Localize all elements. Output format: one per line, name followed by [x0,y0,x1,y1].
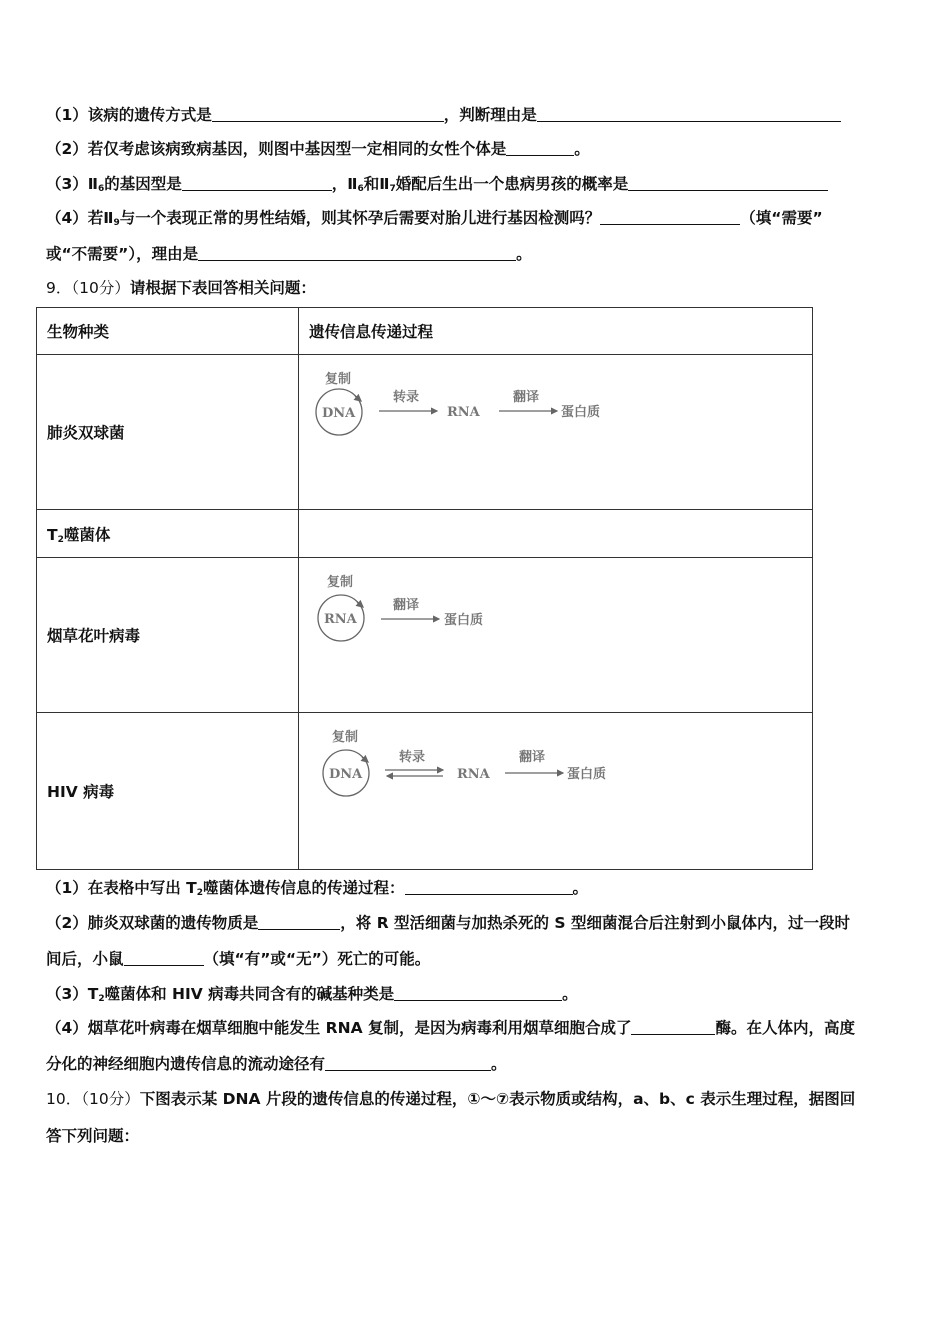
answer-blank[interactable] [212,106,444,123]
answer-blank[interactable] [394,985,562,1002]
label-translate: 翻译 [519,750,546,765]
diagram-cell [299,355,813,510]
answer-blank[interactable] [628,175,828,192]
answer-blank[interactable] [537,106,841,123]
label-dna: DNA [322,406,356,421]
q8-part3: $(3)Ⅱ_6$的基因型是 ，$Ⅱ_6$和$Ⅱ_7$婚配后生出一个患病男孩的概率是 [46,172,828,194]
q8-part1: （1）该病的遗传方式是 ，判断理由是 [46,103,841,125]
row-pneumococcus: 肺炎双球菌 [37,355,299,510]
table-row [37,713,813,870]
q9-stem: 9．（10分）请根据下表回答相关问题： [46,279,316,297]
rna-flow-diagram [311,566,571,656]
answer-blank[interactable] [182,175,332,192]
label-replicate: 复制 [332,730,359,745]
q9-part3: $(3)T_2$噬菌体和 HIV 病毒共同含有的碱基种类是 。 [46,985,578,1004]
q10-stem: 10．（10分）下图表示某 DNA 片段的遗传信息的传递过程，①～⑦表示物质或结构，a、b、c 表示生理过程，据图回 [46,1090,856,1108]
answer-blank[interactable] [506,140,574,157]
table-row [37,355,813,510]
label-protein: 蛋白质 [567,767,607,782]
q9-part1: （1）在表格中写出 $T_2$噬菌体遗传信息的传递过程： 。 [46,879,589,898]
answer-blank[interactable] [600,209,740,226]
q9-part2: （2）肺炎双球菌的遗传物质是 ，将 R 型活细菌与加热杀死的 S 型细菌混合后注射到小鼠体内，过一段时 [46,914,850,932]
label-replicate: 复制 [327,575,354,590]
empty-process-cell[interactable] [299,510,813,558]
label-protein: 蛋白质 [444,613,484,628]
diagram-cell [299,713,813,870]
q9-part2-cont: 间后，小鼠 （填“有”或“无”）死亡的可能。 [46,950,431,968]
table-header-row [37,308,813,355]
label-dna: DNA [329,767,363,782]
q10-stem-cont: 答下列问题： [46,1127,140,1145]
q9-part4-cont: 分化的神经细胞内遗传信息的流动途径有 。 [46,1055,507,1073]
label-rna: RNA [324,612,357,627]
answer-blank[interactable] [198,245,516,262]
q9-part4: （4）烟草花叶病毒在烟草细胞中能发生 RNA 复制，是因为病毒利用烟草细胞合成了 酶。在人体内，高度 [46,1019,855,1037]
diagram-cell [299,558,813,713]
header-process: 遗传信息传递过程 [299,308,813,355]
header-species: 生物种类 [37,308,299,355]
q8-part2: （2）若仅考虑该病致病基因，则图中基因型一定相同的女性个体是 。 [46,140,590,158]
row-tmv: 烟草花叶病毒 [37,558,299,713]
label-transcribe: 转录 [399,750,426,765]
hiv-flow-diagram [311,721,621,811]
answer-blank[interactable] [631,1019,715,1036]
q8-part4-cont: 或“不需要”），理由是 。 [46,245,532,263]
answer-blank[interactable] [405,879,573,896]
answer-blank[interactable] [325,1055,491,1072]
row-hiv: HIV 病毒 [37,713,299,870]
label-rna: RNA [447,405,480,420]
info-table [36,307,813,870]
q8-part4: （4）若$Ⅱ_9$与一个表现正常的男性结婚，则其怀孕后需要对胎儿进行基因检测吗？ （填“需要” [46,209,823,228]
answer-blank[interactable] [124,950,204,967]
label-translate: 翻译 [393,598,420,613]
label-translate: 翻译 [513,390,540,405]
label-transcribe: 转录 [393,390,420,405]
table-row [37,558,813,713]
label-rna: RNA [457,767,490,782]
table-row [37,510,813,558]
label-replicate: 复制 [325,372,352,387]
answer-blank[interactable] [258,914,340,931]
dna-flow-diagram [311,363,621,453]
row-t2-phage: $T_2$噬菌体 [37,510,299,558]
label-protein: 蛋白质 [561,405,601,420]
